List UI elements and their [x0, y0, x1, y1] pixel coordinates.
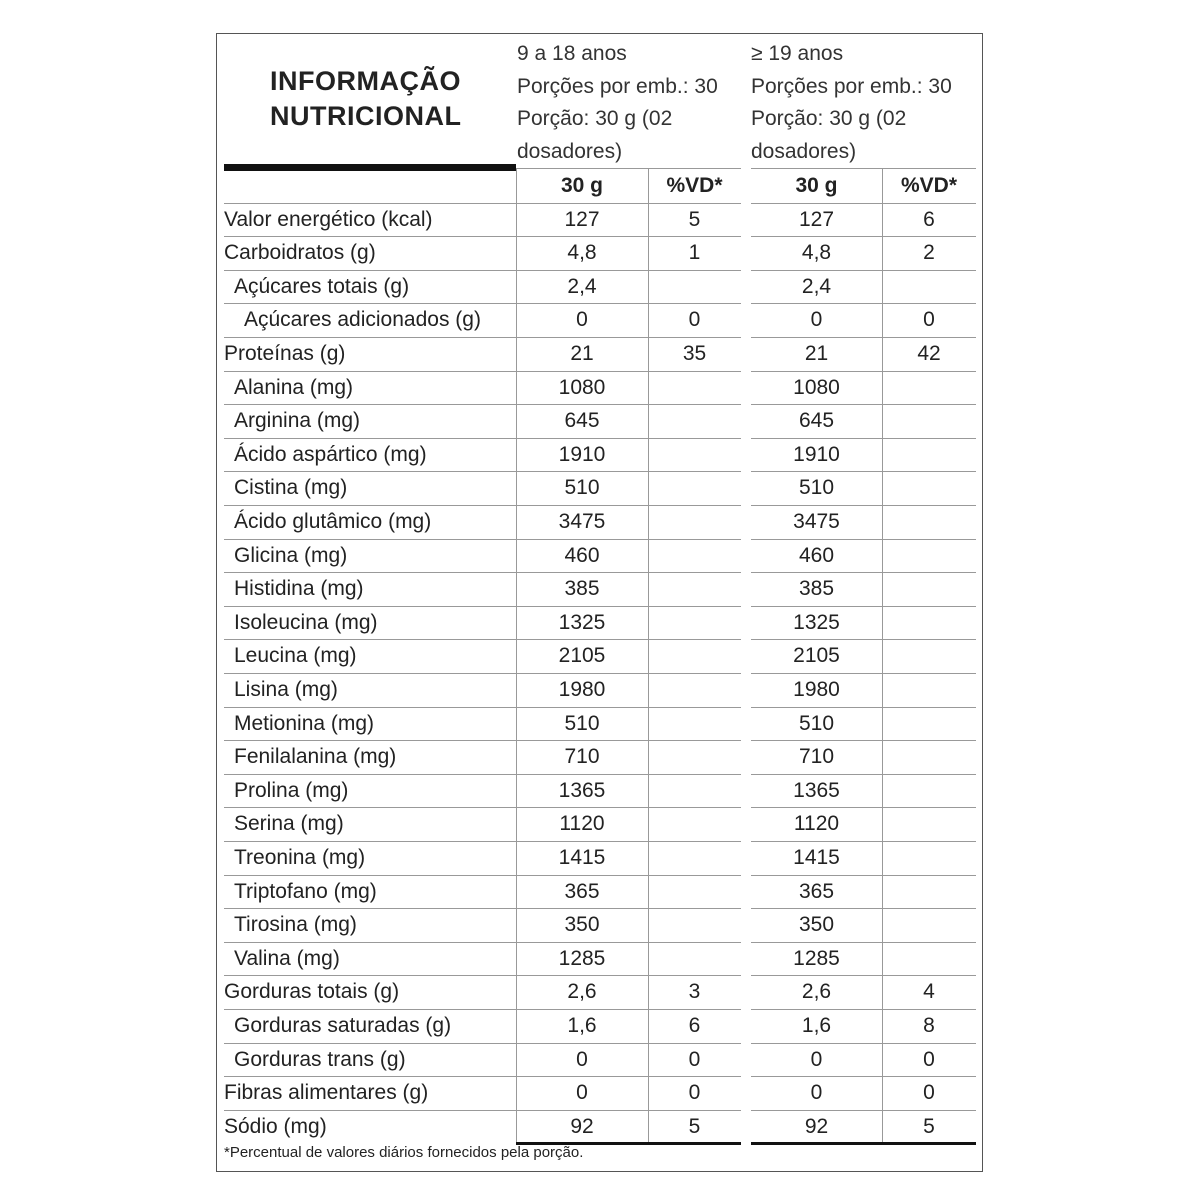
- nutrient-name: Gorduras totais (g): [224, 980, 400, 1004]
- dv-cell: [648, 606, 741, 640]
- col-header-dv-1: %VD*: [666, 174, 723, 197]
- dv-cell: [882, 942, 976, 976]
- dv-cell: [648, 942, 741, 976]
- group-1-age: 9 a 18 anos: [517, 42, 627, 65]
- dv-cell: [648, 908, 741, 942]
- amount-cell: 4,8: [801, 241, 832, 265]
- nutrient-name: Histidina (mg): [234, 577, 364, 601]
- nutrient-name: Metionina (mg): [234, 711, 375, 735]
- nutrient-name: Açúcares totais (g): [234, 274, 410, 298]
- dv-cell: [882, 606, 976, 640]
- column-divider: [516, 168, 517, 1143]
- dv-cell: [648, 270, 741, 304]
- nutrient-name: Valina (mg): [234, 946, 340, 970]
- nutrient-name: Carboidratos (g): [224, 241, 376, 265]
- nutrient-name: Treonina (mg): [234, 846, 366, 869]
- column-divider: [882, 168, 883, 1143]
- nutrient-name: Valor energético (kcal): [224, 207, 433, 231]
- dv-cell: [648, 875, 741, 909]
- dv-cell: [882, 404, 976, 438]
- dv-cell: 1: [688, 241, 701, 265]
- dv-cell: [882, 505, 976, 539]
- dv-cell: [648, 841, 741, 875]
- dv-cell: 35: [682, 342, 707, 365]
- title-line-1: INFORMAÇÃO: [270, 66, 461, 96]
- nutrient-name: Arginina (mg): [234, 409, 361, 433]
- dv-cell: [882, 908, 976, 942]
- amount-cell: 1325: [558, 610, 606, 634]
- nutrient-name: Leucina (mg): [234, 644, 357, 668]
- dv-cell: [882, 438, 976, 472]
- dv-cell: [648, 807, 741, 841]
- amount-cell: 1910: [558, 442, 606, 466]
- dv-cell: [648, 404, 741, 438]
- amount-cell: 1120: [559, 812, 605, 836]
- amount-cell: 365: [564, 879, 600, 903]
- amount-cell: 127: [798, 207, 835, 231]
- amount-cell: 1980: [793, 678, 840, 701]
- dv-cell: [648, 471, 741, 505]
- nutrient-name: Lisina (mg): [234, 678, 338, 701]
- group-1-portion: Porção: 30 g (02: [517, 107, 673, 130]
- nutrient-name: Gorduras saturadas (g): [234, 1014, 452, 1037]
- col-header-amount-1: 30 g: [560, 174, 604, 197]
- nutrient-name: Fibras alimentares (g): [224, 1081, 429, 1105]
- amount-cell: 2105: [558, 644, 606, 668]
- nutrient-name: Cistina (mg): [234, 476, 348, 500]
- nutrient-name: Ácido aspártico (mg): [234, 442, 427, 466]
- dv-cell: [882, 774, 976, 808]
- group-2-portion: Porção: 30 g (02: [751, 107, 907, 130]
- amount-cell: 2,6: [567, 980, 597, 1004]
- amount-cell: 1285: [558, 946, 606, 970]
- amount-cell: 1365: [558, 778, 606, 802]
- dv-cell: 0: [688, 308, 701, 332]
- amount-cell: 1415: [793, 846, 840, 869]
- nutrient-name: Tirosina (mg): [234, 913, 357, 937]
- amount-cell: 385: [798, 577, 835, 601]
- amount-cell: 710: [564, 745, 600, 769]
- dv-cell: [882, 875, 976, 909]
- amount-cell: 0: [810, 308, 823, 332]
- amount-cell: 1,6: [801, 1014, 832, 1037]
- group-2-servings: Porções por emb.: 30: [751, 74, 952, 98]
- dv-cell: [648, 438, 741, 472]
- amount-cell: 1365: [793, 778, 840, 802]
- group-1-portion-cont: dosadores): [517, 139, 623, 163]
- amount-cell: 350: [564, 913, 600, 937]
- dv-cell: 8: [923, 1014, 935, 1037]
- amount-cell: 710: [798, 745, 835, 769]
- amount-cell: 510: [798, 711, 835, 735]
- amount-cell: 0: [810, 1081, 823, 1105]
- amount-cell: 2,4: [567, 274, 597, 298]
- group-2-age: ≥ 19 anos: [751, 42, 844, 65]
- amount-cell: 127: [564, 207, 600, 231]
- nutrient-name: Gorduras trans (g): [234, 1047, 406, 1071]
- dv-cell: 5: [688, 207, 701, 231]
- amount-cell: 2105: [793, 644, 840, 668]
- amount-cell: 4,8: [567, 241, 597, 265]
- amount-cell: 350: [798, 913, 835, 937]
- dv-cell: [648, 572, 741, 606]
- dv-cell: 0: [688, 1047, 701, 1071]
- dv-cell: [648, 774, 741, 808]
- amount-cell: 1285: [793, 946, 840, 970]
- dv-cell: [648, 639, 741, 673]
- nutrient-name: Prolina (mg): [234, 778, 349, 802]
- header-thick-rule: [224, 164, 516, 171]
- dv-cell: [882, 740, 976, 774]
- dv-cell: [882, 371, 976, 405]
- amount-cell: 1910: [793, 442, 840, 466]
- amount-cell: 385: [564, 577, 600, 601]
- col-header-amount-2: 30 g: [795, 174, 838, 197]
- amount-cell: 0: [576, 308, 588, 332]
- dv-cell: [882, 707, 976, 741]
- dv-cell: [882, 807, 976, 841]
- bottom-rule-group-2: [751, 1142, 976, 1145]
- nutrient-name: Proteínas (g): [224, 342, 346, 365]
- amount-cell: 21: [804, 342, 829, 365]
- amount-cell: 92: [804, 1114, 829, 1138]
- amount-cell: 21: [570, 342, 594, 365]
- amount-cell: 1325: [793, 610, 840, 634]
- nutrient-name: Isoleucina (mg): [234, 610, 378, 634]
- dv-cell: [882, 270, 976, 304]
- dv-cell: [882, 572, 976, 606]
- dv-cell: [882, 639, 976, 673]
- nutrient-name: Serina (mg): [234, 812, 344, 836]
- amount-cell: 365: [798, 879, 835, 903]
- col-header-dv-2: %VD*: [900, 174, 958, 197]
- amount-cell: 460: [798, 543, 835, 567]
- title-line-2: NUTRICIONAL: [270, 101, 462, 131]
- amount-cell: 510: [564, 711, 600, 735]
- footnote: *Percentual de valores diários fornecidos pela porção.: [224, 1144, 584, 1161]
- dv-cell: 6: [688, 1014, 701, 1037]
- dv-cell: [882, 673, 976, 707]
- amount-cell: 3475: [793, 510, 840, 533]
- dv-cell: [882, 841, 976, 875]
- amount-cell: 2,6: [801, 980, 832, 1004]
- nutrient-name: Triptofano (mg): [234, 879, 377, 903]
- amount-cell: 1980: [558, 678, 606, 701]
- group-1-servings: Porções por emb.: 30: [517, 74, 718, 98]
- dv-cell: 0: [923, 1081, 935, 1105]
- dv-cell: 6: [923, 207, 935, 231]
- dv-cell: 0: [923, 308, 935, 332]
- amount-cell: 510: [564, 476, 600, 500]
- nutrient-name: Ácido glutâmico (mg): [234, 510, 432, 533]
- column-divider: [648, 168, 649, 1143]
- dv-cell: 42: [917, 342, 941, 365]
- amount-cell: 1,6: [567, 1014, 597, 1037]
- amount-cell: 0: [576, 1047, 588, 1071]
- amount-cell: 3475: [558, 510, 606, 533]
- nutrient-name: Glicina (mg): [234, 543, 348, 567]
- nutrient-name: Alanina (mg): [234, 375, 354, 399]
- dv-cell: [648, 505, 741, 539]
- amount-cell: 1080: [793, 375, 840, 399]
- dv-cell: [648, 673, 741, 707]
- amount-cell: 645: [798, 409, 835, 433]
- dv-cell: 0: [688, 1081, 701, 1105]
- nutrient-name: Sódio (mg): [224, 1114, 327, 1138]
- nutrient-name: Fenilalanina (mg): [234, 745, 397, 769]
- dv-cell: [882, 471, 976, 505]
- amount-cell: 0: [810, 1047, 823, 1071]
- dv-cell: 4: [923, 980, 935, 1004]
- amount-cell: 1120: [793, 812, 840, 836]
- nutrient-name: Açúcares adicionados (g): [244, 308, 481, 332]
- dv-cell: [648, 707, 741, 741]
- amount-cell: 1080: [558, 375, 606, 399]
- dv-cell: 5: [923, 1114, 935, 1138]
- dv-cell: [648, 740, 741, 774]
- dv-cell: [882, 539, 976, 573]
- dv-cell: 3: [688, 980, 701, 1004]
- amount-cell: 1415: [558, 846, 606, 869]
- dv-cell: [648, 539, 741, 573]
- amount-cell: 645: [564, 409, 600, 433]
- amount-cell: 2,4: [801, 274, 832, 298]
- dv-cell: 2: [923, 241, 935, 265]
- dv-cell: [648, 371, 741, 405]
- dv-cell: 5: [688, 1114, 701, 1138]
- amount-cell: 460: [564, 543, 600, 567]
- amount-cell: 510: [798, 476, 835, 500]
- amount-cell: 92: [570, 1114, 594, 1138]
- amount-cell: 0: [576, 1081, 588, 1105]
- dv-cell: 0: [923, 1047, 935, 1071]
- group-2-portion-cont: dosadores): [751, 139, 857, 163]
